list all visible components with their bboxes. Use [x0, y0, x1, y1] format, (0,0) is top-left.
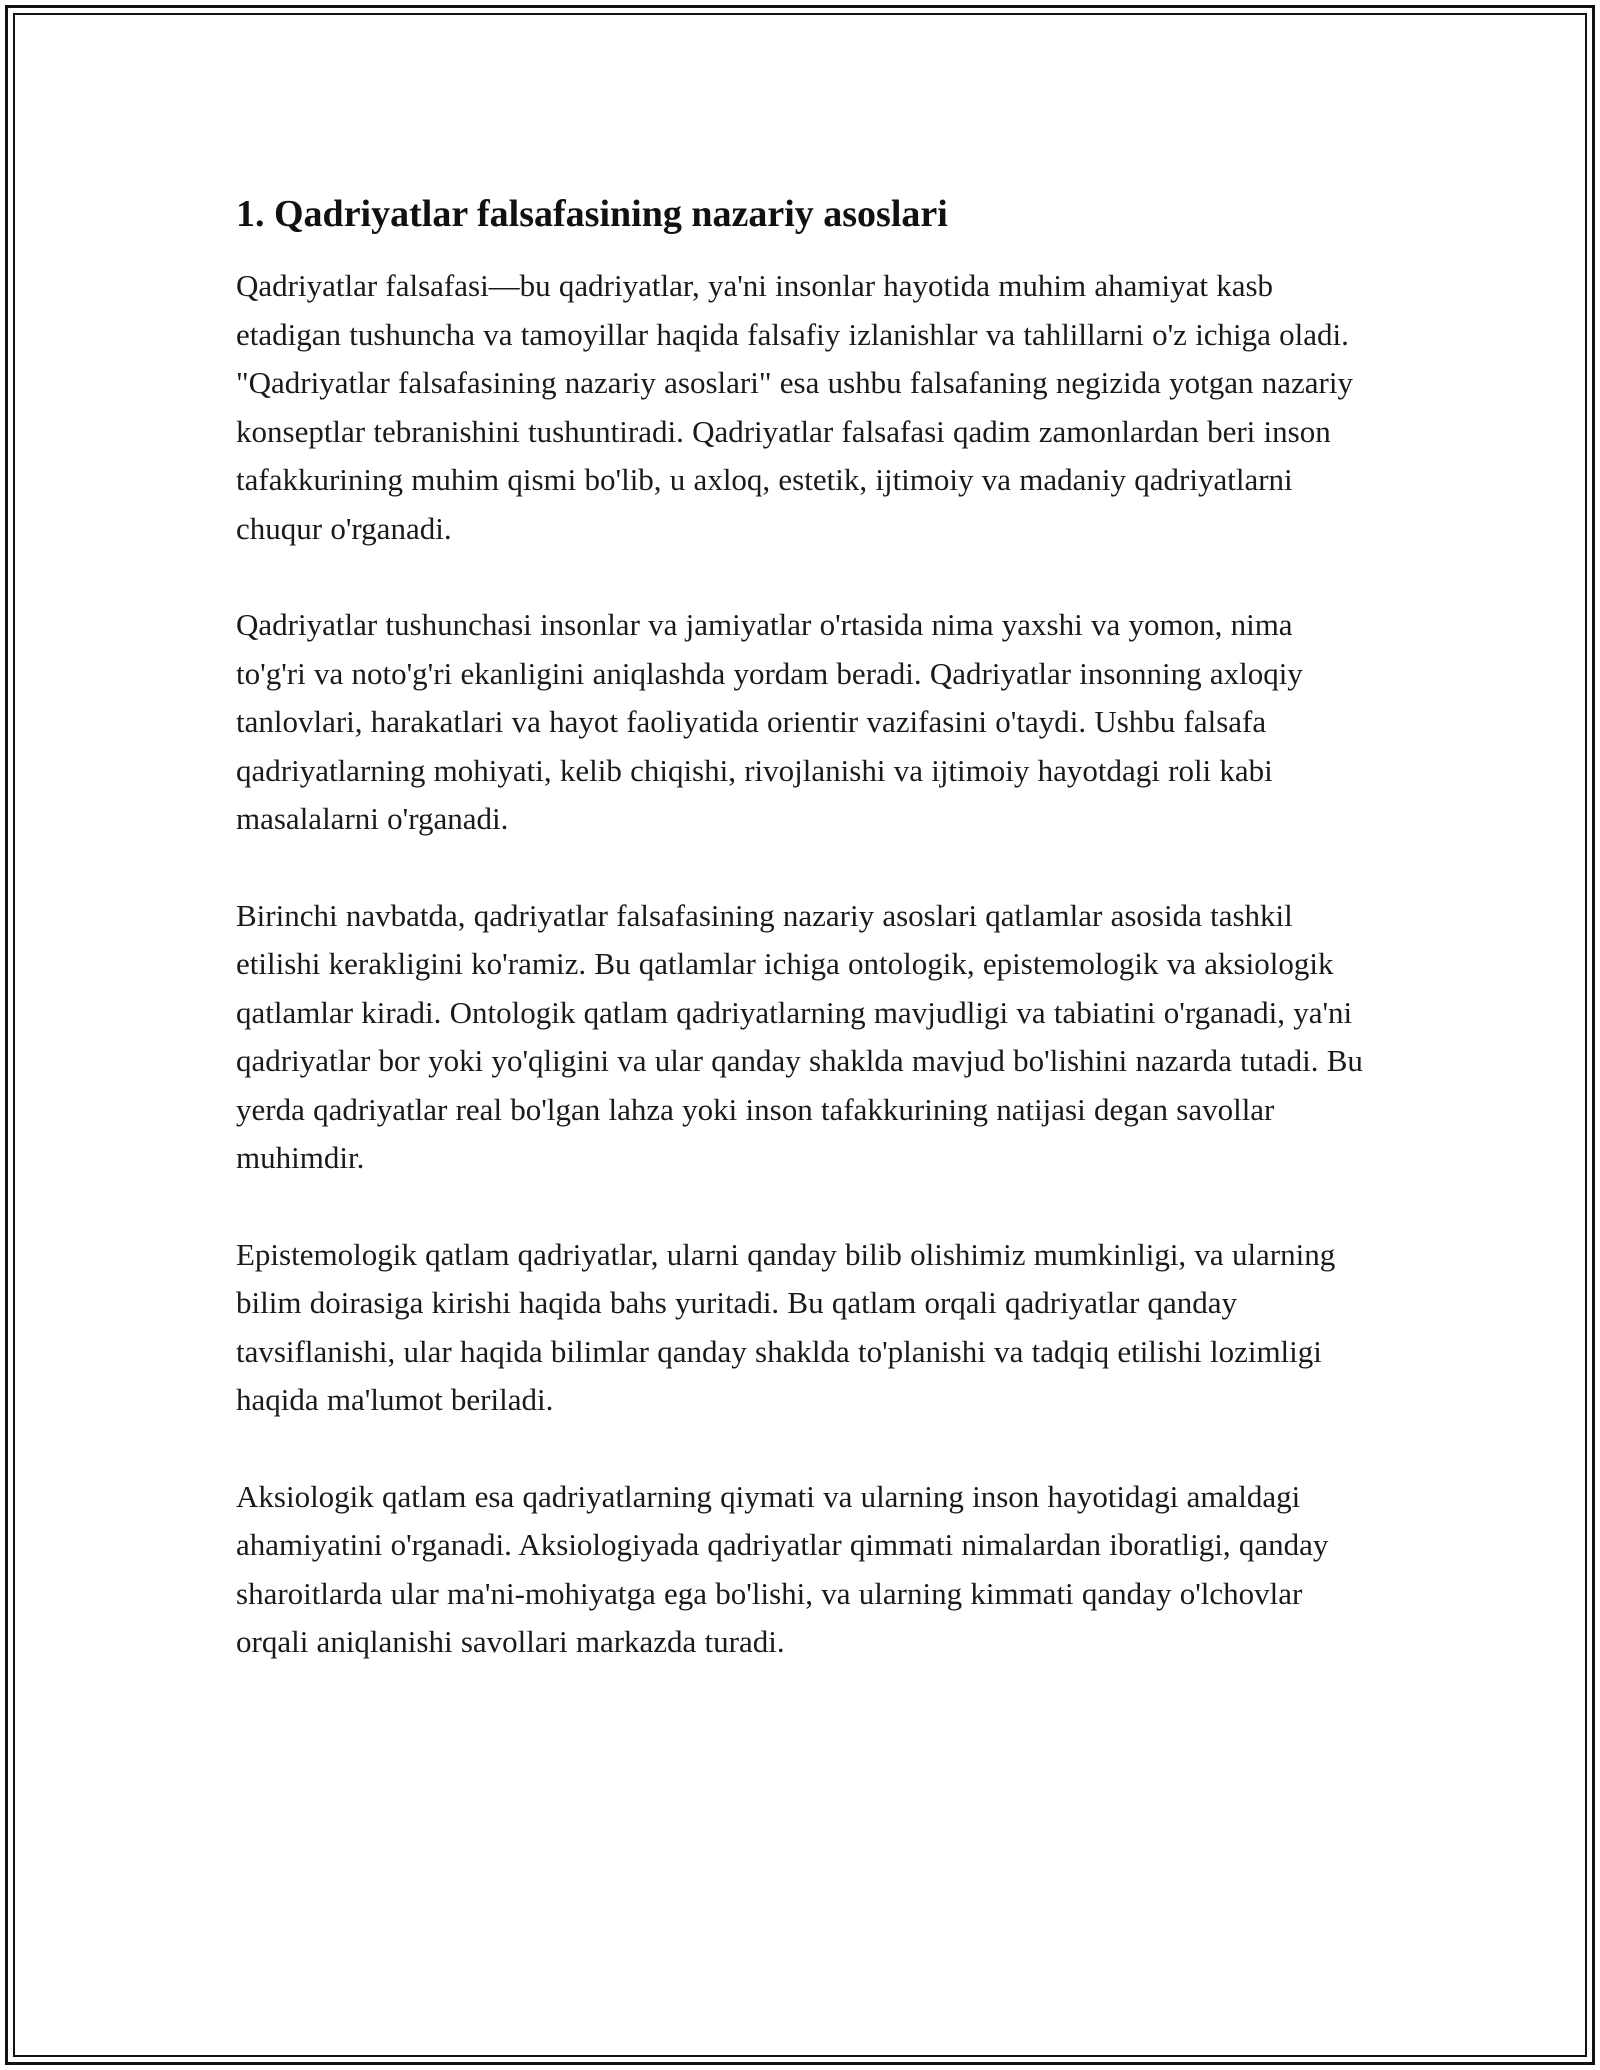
section-title: 1. Qadriyatlar falsafasining nazariy asoslari	[236, 193, 948, 235]
paragraph-2: Qadriyatlar tushunchasi insonlar va jamiyatlar o'rtasida nima yaxshi va yomon, nima to'g'ri va noto'g'ri ekanligini aniqlashda yordam beradi. Qadriyatlar insonning axloqiy tanlovlari, harakatlari va hayot faoliyatida orientir vazifasini o'taydi. Ushbu falsafa qadriyatlarning mohiyati, kelib chiqishi, rivojlanishi va ijtimoiy hayotdagi roli kabi masalalarni o'rganadi.	[236, 607, 1303, 836]
document-body	[236, 186, 1366, 1667]
paragraph-1: Qadriyatlar falsafasi—bu qadriyatlar, ya'ni insonlar hayotida muhim ahamiyat kasb etadigan tushuncha va tamoyillar haqida falsafiy izlanishlar va tahlillarni o'z ichiga oladi. "Qadriyatlar falsafasining nazariy asoslari" esa ushbu falsafaning negizida yotgan nazariy konseptlar tebranishini tushuntiradi. Qadriyatlar falsafasi qadim zamonlardan beri inson tafakkurining muhim qismi bo'lib, u axloq, estetik, ijtimoiy va madaniy qadriyatlarni chuqur o'rganadi.	[236, 268, 1353, 546]
paragraph-5: Aksiologik qatlam esa qadriyatlarning qiymati va ularning inson hayotidagi amaldagi ahamiyatini o'rganadi. Aksiologiyada qadriyatlar qimmati nimalardan iboratligi, qanday sharoitlarda ular ma'ni-mohiyatga ega bo'lishi, va ularning kimmati qanday o'lchovlar orqali aniqlanishi savollari markazda turadi.	[236, 1478, 1329, 1659]
paragraph-3: Birinchi navbatda, qadriyatlar falsafasining nazariy asoslari qatlamlar asosida tashkil etilishi kerakligini ko'ramiz. Bu qatlamlar ichiga ontologik, epistemologik va aksiologik qatlamlar kiradi. Ontologik qatlam qadriyatlarning mavjudligi va tabiatini o'rganadi, ya'ni qadriyatlar bor yoki yo'qligini va ular qanday shaklda mavjud bo'lishini nazarda tutadi. Bu yerda qadriyatlar real bo'lgan lahza yoki inson tafakkurining natijasi degan savollar muhimdir.	[236, 897, 1363, 1175]
paragraph-4: Epistemologik qatlam qadriyatlar, ularni qanday bilib olishimiz mumkinligi, va ularning bilim doirasiga kirishi haqida bahs yuritadi. Bu qatlam orqali qadriyatlar qanday tavsiflanishi, ular haqida bilimlar qanday shaklda to'planishi va tadqiq etilishi lozimligi haqida ma'lumot beriladi.	[236, 1236, 1336, 1417]
